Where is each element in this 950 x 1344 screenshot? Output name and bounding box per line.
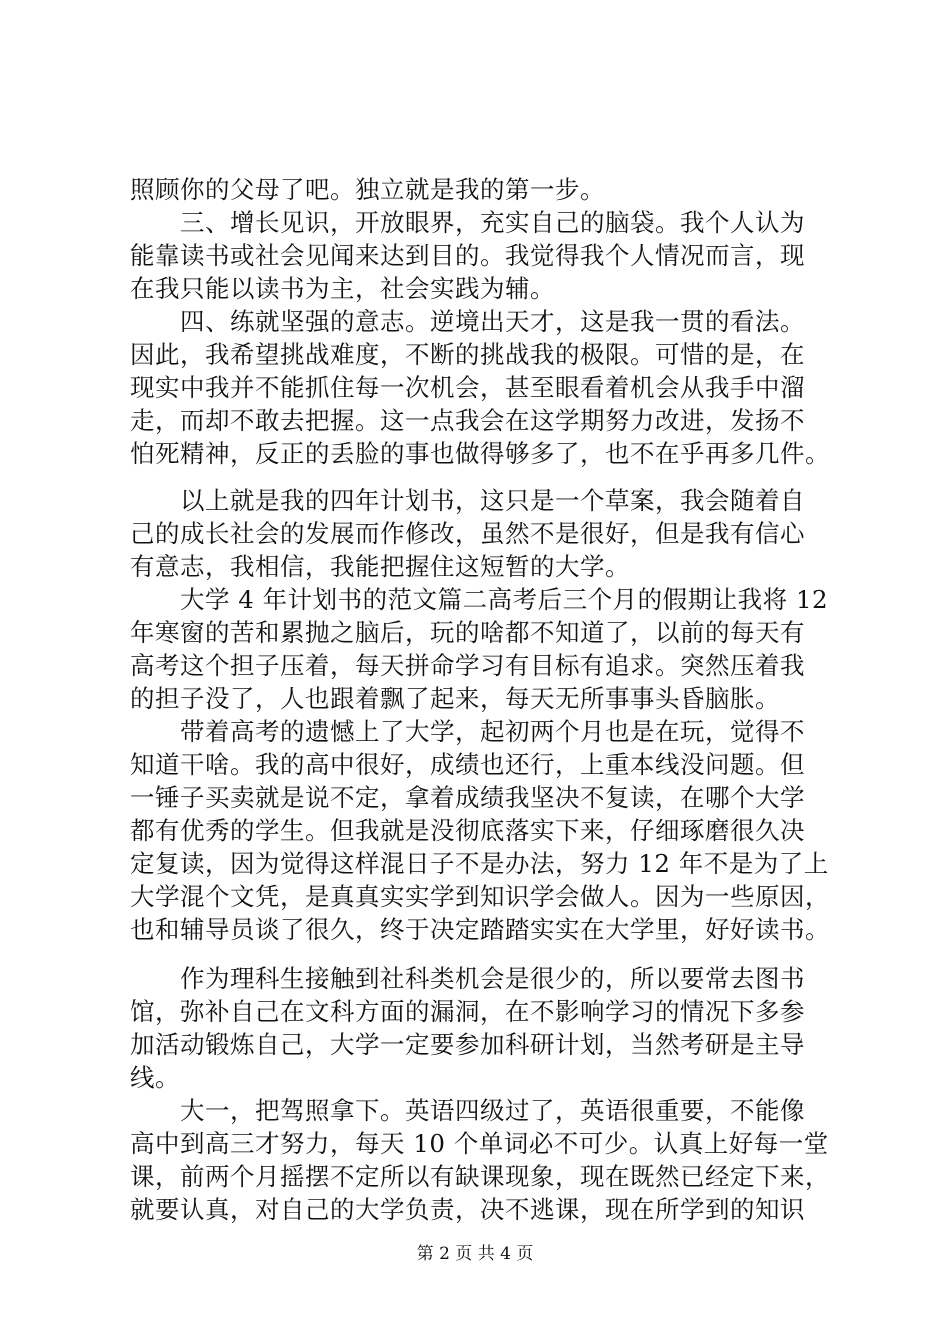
text-line: 都有优秀的学生。但我就是没彻底落实下来，仔细琢磨很久决: [130, 816, 805, 845]
text-line: 怕死精神，反正的丢脸的事也做得够多了，也不在乎再多几件。: [130, 439, 830, 468]
text-line: 高考这个担子压着，每天拼命学习有目标有追求。突然压着我: [130, 651, 805, 680]
text-line: 己的成长社会的发展而作修改，虽然不是很好，但是我有信心: [130, 519, 805, 548]
text-line: 走，而却不敢去把握。这一点我会在这学期努力改进，发扬不: [130, 406, 805, 435]
text-line: 大一，把驾照拿下。英语四级过了，英语很重要，不能像: [130, 1096, 805, 1125]
text-line: 馆，弥补自己在文科方面的漏洞，在不影响学习的情况下多参: [130, 997, 805, 1026]
text-line: 高中到高三才努力，每天 10 个单词必不可少。认真上好每一堂: [130, 1129, 829, 1158]
text-line: 加活动锻炼自己，大学一定要参加科研计划，当然考研是主导: [130, 1030, 805, 1059]
text-line: 能靠读书或社会见闻来达到目的。我觉得我个人情况而言，现: [130, 241, 805, 270]
text-line: 作为理科生接触到社科类机会是很少的，所以要常去图书: [130, 964, 805, 993]
text-line: 在我只能以读书为主，社会实践为辅。: [130, 274, 555, 303]
text-line: 大学混个文凭，是真真实实学到知识学会做人。因为一些原因，: [130, 882, 830, 911]
text-line: 一锤子买卖就是说不定，拿着成绩我坚决不复读，在哪个大学: [130, 783, 805, 812]
text-line: 定复读，因为觉得这样混日子不是办法，努力 12 年不是为了上: [130, 849, 829, 878]
text-line: 有意志，我相信，我能把握住这短暂的大学。: [130, 552, 630, 581]
text-line: 现实中我并不能抓住每一次机会，甚至眼看着机会从我手中溜: [130, 373, 805, 402]
text-line: 以上就是我的四年计划书，这只是一个草案，我会随着自: [130, 486, 805, 515]
text-line: 知道干啥。我的高中很好，成绩也还行，上重本线没问题。但: [130, 750, 805, 779]
text-line: 三、增长见识，开放眼界，充实自己的脑袋。我个人认为: [130, 208, 805, 237]
text-line: 大学 4 年计划书的范文篇二高考后三个月的假期让我将 12: [130, 585, 829, 614]
text-line: 年寒窗的苦和累抛之脑后，玩的啥都不知道了，以前的每天有: [130, 618, 805, 647]
text-line: 的担子没了，人也跟着飘了起来，每天无所事事头昏脑胀。: [130, 684, 780, 713]
page-number-footer: 第 2 页 共 4 页: [416, 1244, 534, 1264]
text-line: 因此，我希望挑战难度，不断的挑战我的极限。可惜的是，在: [130, 340, 805, 369]
text-line: 四、练就坚强的意志。逆境出天才，这是我一贯的看法。: [130, 307, 805, 336]
text-line: 照顾你的父母了吧。独立就是我的第一步。: [130, 175, 605, 204]
text-line: 也和辅导员谈了很久，终于决定踏踏实实在大学里，好好读书。: [130, 915, 830, 944]
text-line: 课，前两个月摇摆不定所以有缺课现象，现在既然已经定下来，: [130, 1162, 830, 1191]
text-line: 带着高考的遗憾上了大学，起初两个月也是在玩，觉得不: [130, 717, 805, 746]
text-line: 线。: [130, 1063, 180, 1092]
text-line: 就要认真，对自己的大学负责，决不逃课，现在所学到的知识: [130, 1195, 805, 1224]
